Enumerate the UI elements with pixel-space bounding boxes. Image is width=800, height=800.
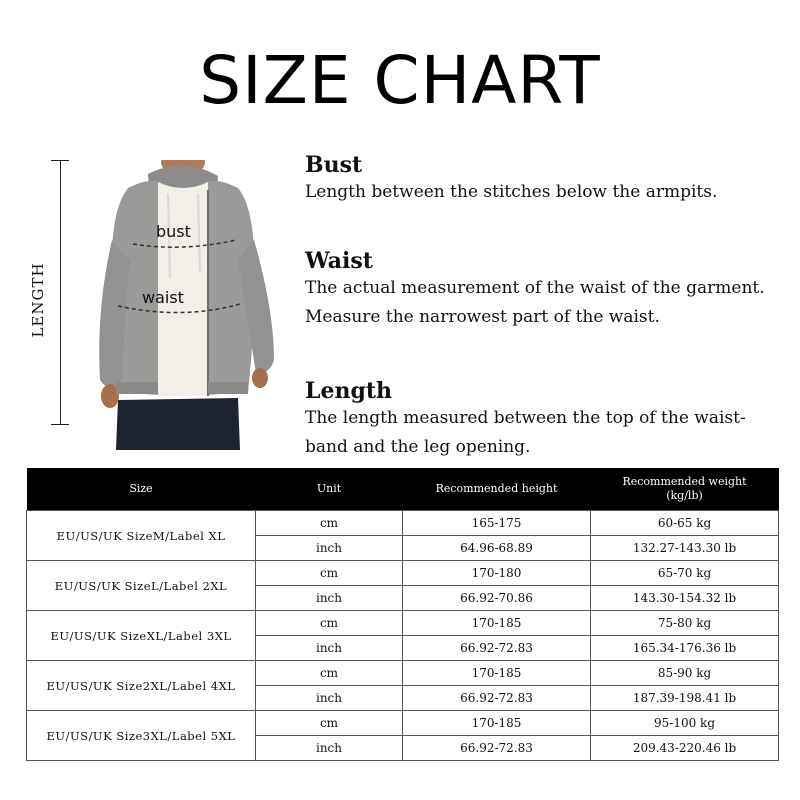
- weight-cell: 85-90 kg: [591, 661, 779, 686]
- table-row: [27, 661, 779, 686]
- weight-cell: 143.30-154.32 lb: [591, 586, 779, 611]
- table-row: [27, 511, 779, 536]
- waist-heading: Waist: [305, 248, 373, 274]
- unit-cell: inch: [256, 536, 403, 561]
- length-measure-line: [60, 160, 61, 424]
- waist-text-line-2: Measure the narrowest part of the waist.: [305, 307, 660, 327]
- height-cell: 64.96-68.89: [403, 536, 591, 561]
- size-cell: EU/US/UK SizeL/Label 2XL: [27, 561, 256, 611]
- height-cell: 170-180: [403, 561, 591, 586]
- weight-header-line-2: (kg/lb): [666, 489, 703, 502]
- unit-cell: cm: [256, 561, 403, 586]
- height-cell: 66.92-72.83: [403, 736, 591, 761]
- bust-description: [305, 152, 785, 207]
- weight-cell: 65-70 kg: [591, 561, 779, 586]
- length-measure-cap-top: [51, 160, 69, 161]
- height-cell: 66.92-72.83: [403, 636, 591, 661]
- weight-cell: 165.34-176.36 lb: [591, 636, 779, 661]
- bust-heading: Bust: [305, 152, 363, 178]
- waist-description: [305, 248, 785, 332]
- size-cell: EU/US/UK Size2XL/Label 4XL: [27, 661, 256, 711]
- length-description: [305, 378, 785, 462]
- table-row: [27, 711, 779, 736]
- weight-cell: 187.39-198.41 lb: [591, 686, 779, 711]
- weight-column-header: [591, 468, 779, 511]
- weight-cell: 132.27-143.30 lb: [591, 536, 779, 561]
- height-cell: 170-185: [403, 611, 591, 636]
- size-cell: EU/US/UK SizeM/Label XL: [27, 511, 256, 561]
- size-cell: EU/US/UK SizeXL/Label 3XL: [27, 611, 256, 661]
- length-measure-cap-bottom: [51, 424, 69, 425]
- weight-cell: 60-65 kg: [591, 511, 779, 536]
- waist-text-line-1: The actual measurement of the waist of the garment.: [305, 278, 765, 298]
- unit-cell: inch: [256, 586, 403, 611]
- unit-cell: inch: [256, 686, 403, 711]
- table-header-row: [27, 468, 779, 511]
- weight-cell: 209.43-220.46 lb: [591, 736, 779, 761]
- height-column-header: Recommended height: [403, 468, 591, 511]
- length-text-line-1: The length measured between the top of the waist-: [305, 408, 746, 428]
- bust-text: Length between the stitches below the armpits.: [305, 182, 718, 202]
- length-heading: Length: [305, 378, 393, 404]
- waist-tag: waist: [142, 288, 184, 307]
- table-row: [27, 611, 779, 636]
- unit-cell: inch: [256, 736, 403, 761]
- weight-cell: 75-80 kg: [591, 611, 779, 636]
- unit-cell: cm: [256, 711, 403, 736]
- unit-cell: cm: [256, 511, 403, 536]
- size-cell: EU/US/UK Size3XL/Label 5XL: [27, 711, 256, 761]
- bust-tag: bust: [156, 222, 191, 241]
- height-cell: 170-185: [403, 661, 591, 686]
- length-label: LENGTH: [29, 262, 47, 338]
- weight-cell: 95-100 kg: [591, 711, 779, 736]
- length-text-line-2: band and the leg opening.: [305, 437, 531, 457]
- size-table: [26, 468, 779, 761]
- size-column-header: Size: [27, 468, 256, 511]
- unit-column-header: Unit: [256, 468, 403, 511]
- unit-cell: cm: [256, 661, 403, 686]
- table-row: [27, 561, 779, 586]
- weight-header-line-1: Recommended weight: [622, 475, 747, 488]
- unit-cell: cm: [256, 611, 403, 636]
- height-cell: 66.92-70.86: [403, 586, 591, 611]
- unit-cell: inch: [256, 636, 403, 661]
- height-cell: 66.92-72.83: [403, 686, 591, 711]
- height-cell: 170-185: [403, 711, 591, 736]
- page-title: SIZE CHART: [199, 42, 601, 119]
- height-cell: 165-175: [403, 511, 591, 536]
